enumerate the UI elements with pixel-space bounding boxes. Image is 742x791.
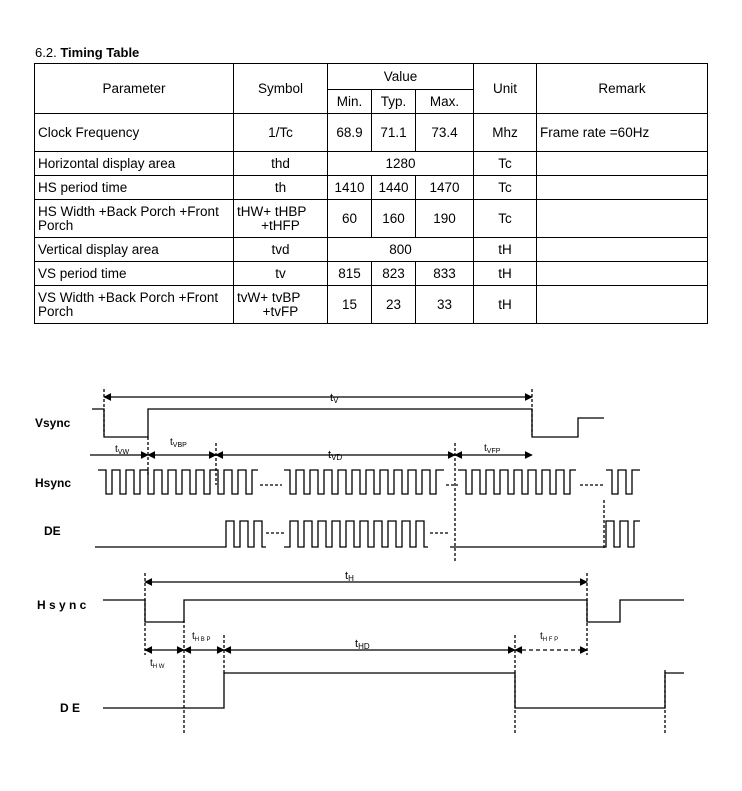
table-row [35, 152, 708, 176]
tvbp-label [170, 437, 187, 449]
header-parameter: Parameter [35, 64, 234, 114]
row-max: 1470 [416, 176, 474, 200]
symbol-line-1: tvW+ tvBP [237, 289, 301, 305]
table-row [35, 286, 708, 324]
thw-sub: H W [152, 664, 165, 670]
table-row [35, 176, 708, 200]
thbp-t: t [192, 631, 195, 642]
hsync-waveform-3 [458, 470, 576, 494]
table-row [35, 262, 708, 286]
symbol-line-2: +tvFP [262, 303, 299, 319]
row-max: 73.4 [416, 114, 474, 152]
hsync-waveform-2 [284, 470, 444, 494]
row-max: 190 [416, 200, 474, 238]
hsync-label: Hsync [35, 476, 72, 490]
header-value: Value [328, 64, 474, 90]
row-symbol: 1/Tc [234, 114, 328, 152]
row-parameter: VS Width +Back Porch +Front Porch [35, 286, 234, 324]
row-max: 833 [416, 262, 474, 286]
row-symbol: tvd [234, 238, 328, 262]
tv-sub: V [333, 396, 339, 405]
tvfp-label [484, 443, 501, 455]
row-typ: 23 [372, 286, 416, 324]
thd-t: t [355, 638, 359, 650]
section-heading: Timing Table [60, 45, 140, 60]
thbp-sub: H B P [194, 637, 211, 643]
header-remark: Remark [537, 64, 708, 114]
de-waveform [95, 521, 266, 547]
row-parameter: Clock Frequency [35, 114, 234, 152]
timing-table [34, 63, 708, 324]
tv-label [330, 392, 339, 405]
tvw-sub: VW [117, 449, 130, 456]
de-label: DE [44, 524, 61, 538]
header-typ: Typ. [372, 90, 416, 114]
row-symbol [234, 286, 328, 324]
row-symbol: thd [234, 152, 328, 176]
tvfp-sub: VFP [486, 448, 501, 455]
tvbp-sub: VBP [172, 442, 187, 449]
section-title [35, 45, 139, 60]
thfp-t: t [540, 631, 543, 642]
row-parameter: HS period time [35, 176, 234, 200]
header-unit: Unit [474, 64, 537, 114]
tvfp-t: t [484, 443, 487, 454]
th-t: t [345, 570, 349, 582]
thfp-label [540, 631, 558, 643]
tvd-sub: VD [331, 453, 343, 462]
section-number: 6.2. [35, 45, 57, 60]
row-parameter: Vertical display area [35, 238, 234, 262]
thd-sub: HD [358, 642, 370, 651]
row-unit: tH [474, 262, 537, 286]
row-typ: 823 [372, 262, 416, 286]
horizontal-timing-diagram [0, 565, 742, 745]
row-symbol [234, 200, 328, 238]
thfp-sub: H F P [542, 637, 559, 643]
row-unit: Tc [474, 176, 537, 200]
table-row [35, 238, 708, 262]
vertical-timing-diagram [0, 375, 742, 570]
de-label: D E [60, 701, 81, 715]
vsync-waveform [92, 409, 604, 437]
hsync-label: H s y n c [37, 598, 87, 612]
th-label [345, 570, 354, 583]
row-min: 68.9 [328, 114, 372, 152]
row-unit: tH [474, 286, 537, 324]
row-remark [537, 176, 708, 200]
row-min: 815 [328, 262, 372, 286]
table-row [35, 200, 708, 238]
row-parameter: HS Width +Back Porch +Front Porch [35, 200, 234, 238]
tvbp-t: t [170, 437, 173, 448]
header-min: Min. [328, 90, 372, 114]
tvd-t: t [328, 449, 332, 461]
row-value: 1280 [328, 152, 474, 176]
row-parameter: Horizontal display area [35, 152, 234, 176]
row-unit: tH [474, 238, 537, 262]
row-value: 800 [328, 238, 474, 262]
row-symbol: tv [234, 262, 328, 286]
row-min: 15 [328, 286, 372, 324]
row-min: 1410 [328, 176, 372, 200]
row-typ: 71.1 [372, 114, 416, 152]
thw-label [150, 658, 165, 670]
row-typ: 1440 [372, 176, 416, 200]
vsync-label: Vsync [35, 416, 71, 430]
row-unit: Mhz [474, 114, 537, 152]
symbol-line-2: +tHFP [261, 217, 300, 233]
row-remark [537, 262, 708, 286]
row-typ: 160 [372, 200, 416, 238]
row-remark [537, 200, 708, 238]
th-sub: H [348, 574, 354, 583]
header-symbol: Symbol [234, 64, 328, 114]
row-symbol: th [234, 176, 328, 200]
row-parameter: VS period time [35, 262, 234, 286]
row-unit: Tc [474, 200, 537, 238]
tvw-label [115, 444, 129, 456]
thd-label [355, 638, 370, 651]
header-max: Max. [416, 90, 474, 114]
thbp-label [192, 631, 210, 643]
table-row [35, 114, 708, 152]
hsync-waveform-1 [98, 470, 258, 494]
row-min: 60 [328, 200, 372, 238]
symbol-line-1: tHW+ tHBP [237, 203, 307, 219]
row-max: 33 [416, 286, 474, 324]
row-unit: Tc [474, 152, 537, 176]
thw-t: t [150, 658, 153, 669]
de-waveform [103, 673, 684, 708]
tv-t: t [330, 392, 334, 404]
row-remark: Frame rate =60Hz [537, 114, 708, 152]
tvd-label [328, 449, 342, 462]
tvw-t: t [115, 444, 118, 455]
hsync-waveform-4 [606, 470, 640, 494]
row-remark [537, 286, 708, 324]
row-remark [537, 152, 708, 176]
row-remark [537, 238, 708, 262]
hsync-waveform [103, 600, 684, 622]
